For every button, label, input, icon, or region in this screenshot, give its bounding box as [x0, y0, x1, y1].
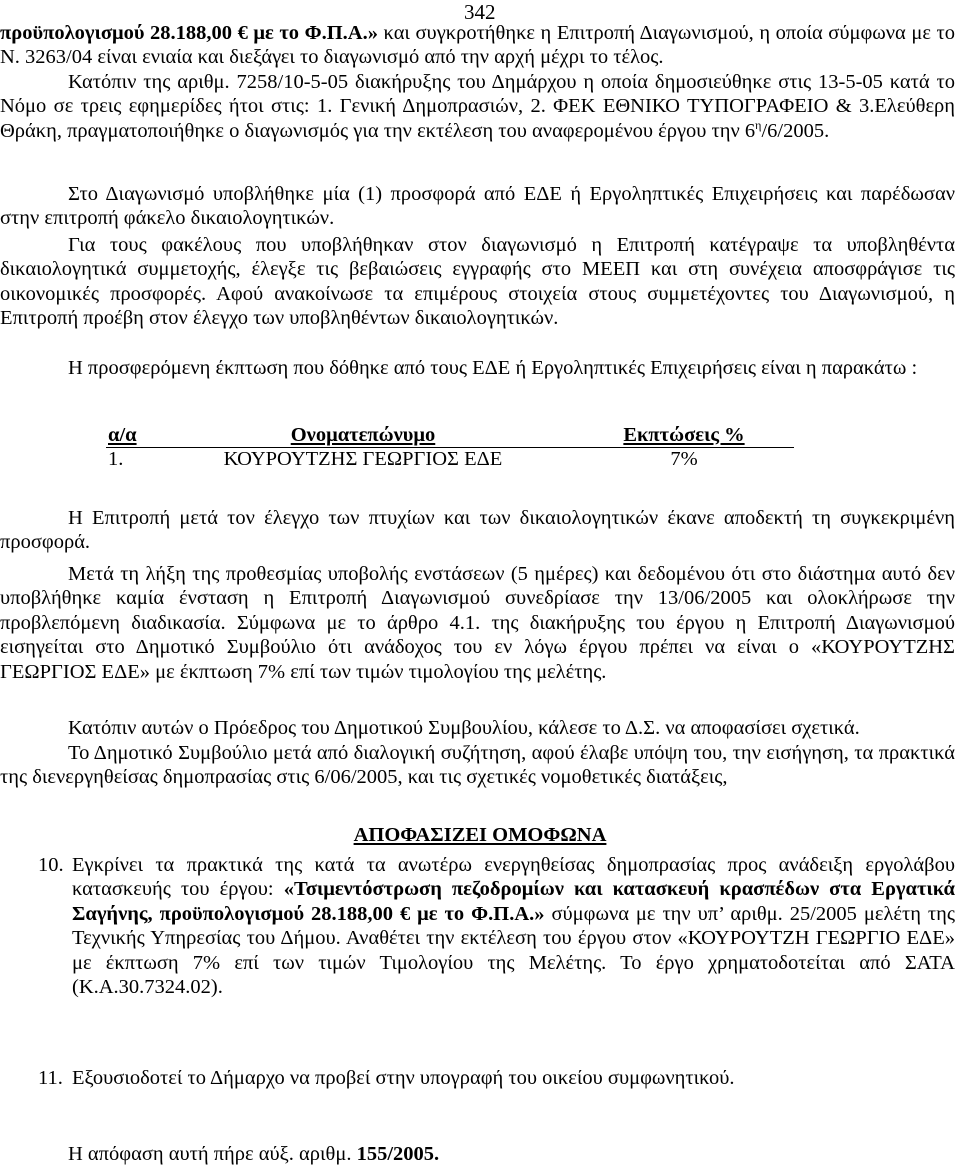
paragraph-submission: Στο Διαγωνισμό υποβλήθηκε μία (1) προσφορά από ΕΔΕ ή Εργοληπτικές Επιχειρήσεις και παρέδωσαν στην επιτροπή φάκελο δικαιολογητικών.: [0, 183, 955, 230]
cell-name: ΚΟΥΡΟΥΤΖΗΣ ΓΕΩΡΓΙΟΣ ΕΔΕ: [223, 448, 503, 470]
item-text: [72, 853, 955, 999]
paragraph-acceptance: Η Επιτροπή μετά τον έλεγχο των πτυχίων και των δικαιολογητικών έκανε αποδεκτή τη συγκεκριμένη προσφορά.: [0, 507, 955, 554]
paragraph-committee: [0, 21, 955, 70]
decision-item-10: [38, 853, 955, 999]
closing-line: [68, 1143, 439, 1166]
item10-pre: Εγκρίνει τα πρακτικά της κατά τα ανωτέρω ενεργηθείσας δημοπρασίας προς ανάδειξη εργολάβου κατασκευής του έργου:: [72, 854, 955, 901]
announcement-date-end: /6/2005.: [761, 119, 830, 142]
cell-aa: 1.: [108, 448, 124, 470]
paragraph-announcement: [0, 70, 955, 143]
page-number: 342: [464, 0, 496, 24]
paragraph-discount-intro: Η προσφερόμενη έκπτωση που δόθηκε από τους ΕΔΕ ή Εργοληπτικές Επιχειρήσεις είναι η παρακάτω :: [68, 357, 918, 379]
table-row: [106, 448, 794, 472]
decision-number: 155/2005.: [356, 1143, 440, 1165]
item-number: 10.: [38, 854, 64, 876]
table-header-row: [106, 424, 794, 448]
decision-heading: ΑΠΟΦΑΣΙΖΕΙ ΟΜΟΦΩΝΑ: [353, 824, 607, 846]
paragraph-president: Κατόπιν αυτών ο Πρόεδρος του Δημοτικού Συμβουλίου, κάλεσε το Δ.Σ. να αποφασίσει σχετικά.: [68, 717, 860, 739]
header-name: Ονοματεπώνυμο: [152, 424, 574, 448]
ordinal-superscript: η: [755, 117, 762, 132]
header-aa: α/α: [106, 424, 152, 448]
closing-text: Η απόφαση αυτή πήρε αύξ. αριθμ.: [68, 1143, 357, 1165]
paragraph-council: Το Δημοτικό Συμβούλιο μετά από διαλογική συζήτηση, αφού έλαβε υπόψη του, την εισήγηση, τα πρακτικά της διενεργηθείσας δημοπρασίας στις 6/06/2005, και τις σχετικές νομοθετικές διατάξεις,: [0, 742, 955, 789]
budget-lead: προϋπολογισμού 28.188,00 € με το Φ.Π.Α.»: [0, 22, 378, 44]
paragraph-objections: Μετά τη λήξη της προθεσμίας υποβολής ενστάσεων (5 ημέρες) και δεδομένου ότι στο διάστημα αυτό δεν υποβλήθηκε καμία ένσταση η Επιτροπή Διαγωνισμού συνεδρίασε την 13/06/2005 και ολοκλήρωσε την προβλεπόμενη διαδικασία. Σύμφωνα με το άρθρο 4.1. της διακήρυξης του έργου η Επιτροπή Διαγωνισμού εισηγείται στο Δημοτικό Συμβούλιο ότι ανάδοχος του εν λόγω έργου πρέπει να είναι ο «ΚΟΥΡΟΥΤΖΗΣ ΓΕΩΡΓΙΟΣ ΕΔΕ» με έκπτωση 7% επί των τιμών τιμολογίου της μελέτης.: [0, 563, 955, 683]
item-text: Εξουσιοδοτεί το Δήμαρχο να προβεί στην υπογραφή του οικείου συμφωνητικού.: [72, 1067, 735, 1089]
announcement-text: Κατόπιν της αριθμ. 7258/10-5-05 διακήρυξης του Δημάρχου η οποία δημοσιεύθηκε στις 13-5-05 κατά το Νόμο σε τρεις εφημερίδες ήτοι στις: 1. Γενική Δημοπρασιών, 2. ΦΕΚ ΕΘΝΙΚΟ ΤΥΠΟΓΡΑΦΕΙΟ & 3.Ελεύθερη Θράκη, πραγματοποιήθηκε ο διαγωνισμός για την εκτέλεση του αναφερομένου έργου την 6: [0, 71, 955, 142]
offers-table: [106, 424, 794, 471]
paragraph-evaluation: Για τους φακέλους που υποβλήθηκαν στον διαγωνισμό η Επιτροπή κατέγραψε τα υποβληθέντα δικαιολογητικά συμμετοχής, έλεγξε τις βεβαιώσεις εγγραφής στο ΜΕΕΠ και στη συνέχεια αποσφράγισε τις οικονομικές προσφορές. Αφού ανακοίνωσε τα επιμέρους στοιχεία στους συμμετέχοντες του Διαγωνισμού, η Επιτροπή προέβη στον έλεγχο των υποβληθέντων δικαιολογητικών.: [0, 234, 955, 330]
cell-discount: 7%: [670, 448, 698, 470]
item-number: 11.: [38, 1067, 63, 1089]
project-title: «Τσιμεντόστρωση πεζοδρομίων και κατασκευή κρασπέδων στα Εργατικά Σαγήνης, προϋπολογισμού 28.188,00 € με το Φ.Π.Α.»: [72, 878, 955, 925]
item10-post: σύμφωνα με την υπ’ αριθμ. 25/2005 μελέτη της Τεχνικής Υπηρεσίας του Δήμου. Αναθέτει την εκτέλεση του έργου στον «ΚΟΥΡΟΥΤΖΗ ΓΕΩΡΓΙΟ ΕΔΕ» με έκπτωση 7% επί των τιμών Τιμολογίου της Μελέτης. Το έργο χρηματοδοτείται από ΣΑΤΑ (Κ.Α.30.7324.02).: [72, 902, 955, 999]
header-discount: Εκπτώσεις %: [574, 424, 794, 448]
decision-item-11: [38, 1066, 955, 1090]
paragraph-committee-text: και συγκροτήθηκε η Επιτροπή Διαγωνισμού, η οποία σύμφωνα με το Ν. 3263/04 είναι ενιαία και διεξάγει το διαγωνισμό από την αρχή μέχρι το τέλος.: [0, 22, 955, 69]
